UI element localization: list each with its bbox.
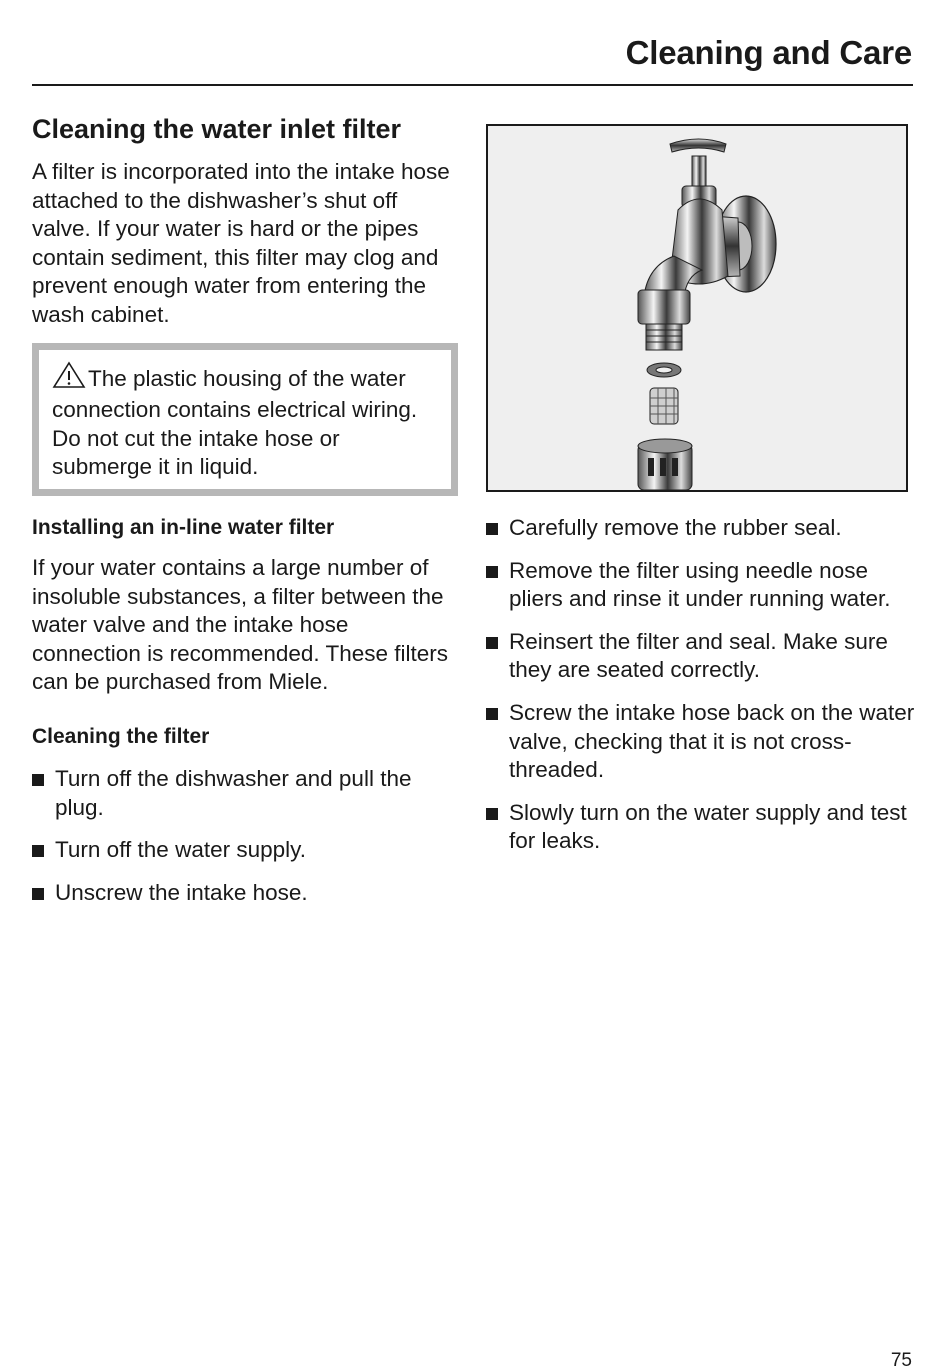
- list-item: [32, 836, 462, 865]
- bullet-square-icon: [486, 523, 498, 535]
- bullet-square-icon: [486, 708, 498, 720]
- step-text: Turn off the water supply.: [55, 837, 306, 863]
- warning-text-1: The plastic housing of the water connection contains electrical wiring.: [52, 365, 418, 423]
- inline-filter-heading: Installing an in-line water filter: [32, 515, 335, 539]
- warning-line-1: [52, 361, 438, 425]
- tap-illustration-svg: [488, 126, 906, 490]
- step-text: Carefully remove the rubber seal.: [509, 515, 842, 540]
- list-item: [486, 628, 916, 685]
- step-text: Remove the filter using needle nose pliers and rinse it under running water.: [509, 557, 891, 612]
- section-title: Cleaning the water inlet filter: [32, 114, 402, 144]
- bullet-square-icon: [32, 774, 44, 786]
- page-header-title: Cleaning and Care: [625, 34, 912, 71]
- list-item: [32, 765, 462, 822]
- list-item: [486, 799, 916, 856]
- warning-box: [32, 343, 458, 496]
- left-column: [32, 110, 462, 921]
- bullet-square-icon: [32, 845, 44, 857]
- water-tap-filter-illustration: [486, 124, 908, 492]
- list-item: [486, 699, 916, 785]
- bullet-square-icon: [486, 808, 498, 820]
- step-text: Turn off the dishwasher and pull the plug.: [55, 765, 412, 820]
- warning-triangle-icon: [52, 361, 86, 397]
- page-number: 75: [890, 1350, 912, 1371]
- right-column: [486, 124, 916, 870]
- step-text: Screw the intake hose back on the water valve, checking that it is not cross-threaded.: [509, 699, 915, 783]
- inline-filter-text: If your water contains a large number of insoluble substances, a filter between the water valve and the intake hose connection is recommended. These filters can be purchased from Miele.: [32, 554, 449, 695]
- header-divider: [32, 84, 913, 86]
- list-item: [486, 557, 916, 614]
- cleaning-steps-right: [486, 514, 916, 856]
- bullet-square-icon: [32, 888, 44, 900]
- list-item: [486, 514, 916, 543]
- step-text: Reinsert the filter and seal. Make sure they are seated correctly.: [509, 628, 888, 683]
- cleaning-filter-heading: Cleaning the filter: [32, 724, 210, 748]
- cleaning-steps-left: [32, 765, 462, 907]
- step-text: Unscrew the intake hose.: [55, 879, 308, 905]
- warning-text-2: Do not cut the intake hose or submerge it in liquid.: [52, 425, 340, 480]
- list-item: [32, 879, 462, 908]
- step-text: Slowly turn on the water supply and test for leaks.: [509, 799, 907, 854]
- intro-paragraph: A filter is incorporated into the intake hose attached to the dishwasher’s shut off valve. If your water is hard or the pipes contain sediment, this filter may clog and prevent enough water from entering the wash cabinet.: [32, 159, 450, 327]
- bullet-square-icon: [486, 566, 498, 578]
- bullet-square-icon: [486, 637, 498, 649]
